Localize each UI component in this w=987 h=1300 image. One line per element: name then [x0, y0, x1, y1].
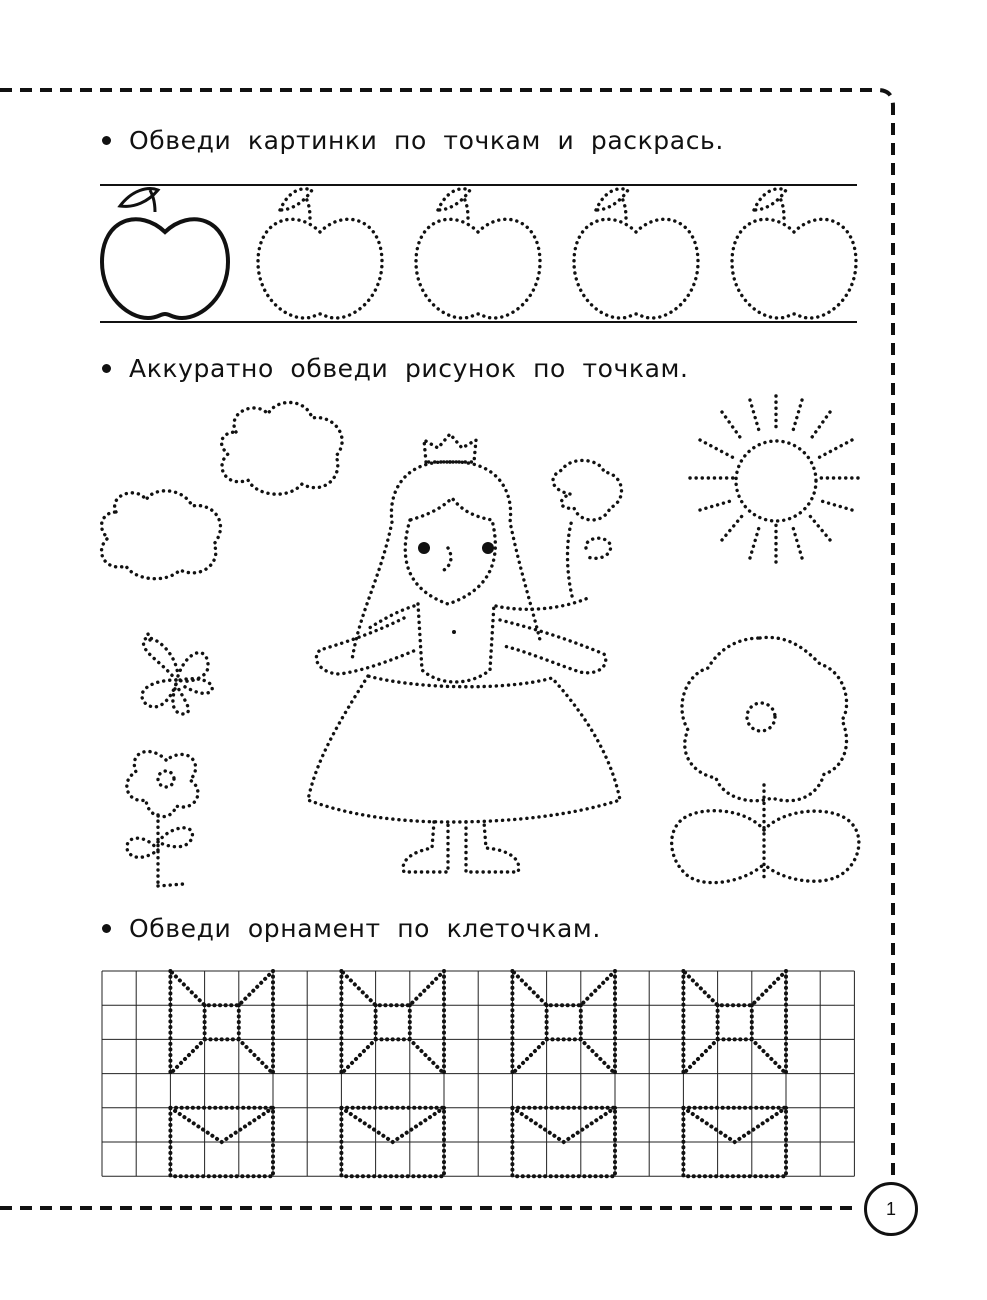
bow-ornament: [683, 971, 786, 1074]
bow-ornament: [341, 971, 444, 1074]
page-number: 1: [864, 1182, 918, 1236]
instruction-trace-picture: Аккуратно обведи рисунок по точкам.: [102, 354, 689, 383]
bow-ornament: [512, 971, 615, 1074]
instruction-trace-ornament: Обведи орнамент по клеточкам.: [102, 914, 601, 943]
bow-ornament: [170, 971, 273, 1074]
instruction-trace-apples: Обведи картинки по точкам и раскрась.: [102, 126, 724, 155]
